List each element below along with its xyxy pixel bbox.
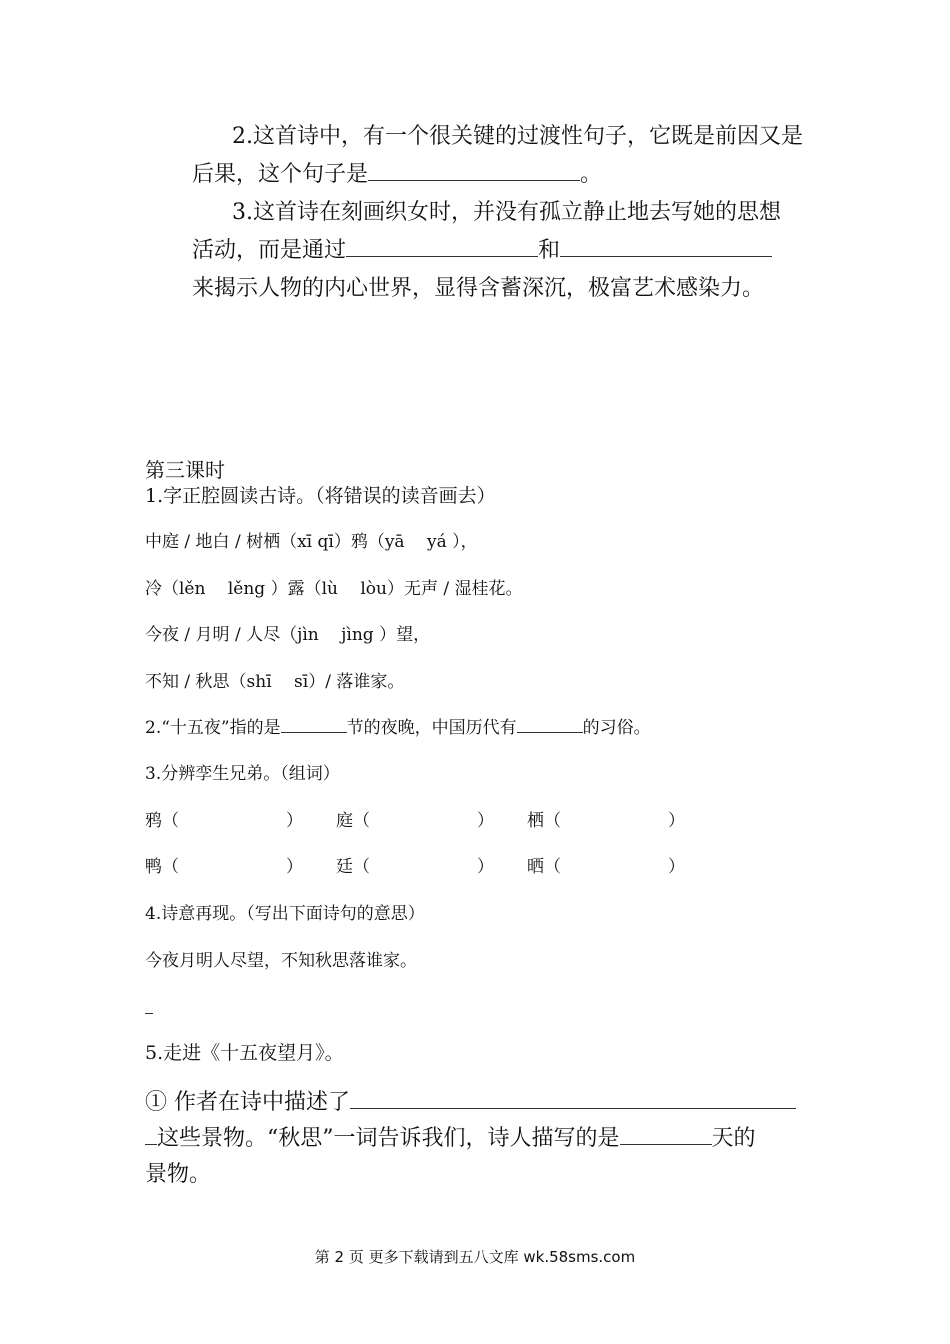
- char-cell: [336, 859, 370, 876]
- q2-line2-end: 。: [580, 162, 603, 187]
- season-blank[interactable]: [620, 1143, 712, 1145]
- q3-line2-and: 和: [538, 238, 561, 263]
- q3-answer-blank-2[interactable]: [560, 255, 772, 257]
- q3-line2: [192, 240, 772, 262]
- char: 晒: [527, 857, 544, 877]
- q3-answer-blank-1[interactable]: [346, 255, 538, 257]
- paren-open: （: [353, 857, 370, 877]
- q3-line2-text: 活动，而是通过: [192, 238, 347, 263]
- poem-line-2: 冷（lěn lěng ）露（lù lòu）无声 / 湿桂花。: [145, 579, 523, 599]
- q3-line1: 3.这首诗在刻画织女时，并没有孤立静止地去写她的思想: [232, 200, 781, 225]
- poem-line-4: 不知 / 秋思（shī sī）/ 落谁家。: [145, 672, 405, 692]
- q2-line2: [192, 164, 602, 186]
- paren-open: （: [544, 857, 561, 877]
- char: 庭: [336, 811, 353, 831]
- paren-open: （: [353, 811, 370, 831]
- char-cell: [145, 859, 179, 876]
- char: 栖: [527, 811, 544, 831]
- q4-title: 4.诗意再现。（写出下面诗句的意思）: [145, 904, 425, 924]
- paren-open: （: [162, 857, 179, 877]
- char: 鸦: [145, 811, 162, 831]
- char-cell: [527, 813, 561, 830]
- q2-festival: [145, 720, 651, 737]
- q5-1-text: ① 作者在诗中描述了: [145, 1090, 350, 1115]
- q5-title: 5.走进《十五夜望月》。: [145, 1042, 344, 1064]
- q5-1-line3: 景物。: [145, 1162, 212, 1187]
- q2-line1: 2.这首诗中，有一个很关键的过渡性句子，它既是前因又是: [232, 124, 803, 149]
- q2-festival-b: 节的夜晚，中国历代有: [346, 718, 517, 738]
- custom-blank[interactable]: [517, 731, 583, 733]
- poem-line-3: 今夜 / 月明 / 人尽（jìn jìng ）望，: [145, 625, 431, 645]
- char: 鸭: [145, 857, 162, 877]
- q5-1-text-b: 这些景物。“秋思”一词告诉我们，诗人描写的是: [157, 1126, 620, 1151]
- q2-festival-a: 2.“十五夜”指的是: [145, 718, 281, 738]
- q2-answer-blank[interactable]: [368, 179, 580, 181]
- q5-1-line2: [145, 1128, 756, 1150]
- q3-line3: 来揭示人物的内心世界，显得含蓄深沉，极富艺术感染力。: [192, 276, 765, 301]
- q2-line2-text: 后果，这个句子是: [192, 162, 369, 187]
- q5-1-text-c: 天的: [711, 1126, 756, 1151]
- paren-close: ）: [286, 811, 303, 831]
- scenery-blank-tail[interactable]: [145, 1143, 157, 1145]
- scenery-blank[interactable]: [350, 1107, 796, 1109]
- char-cell: [336, 813, 370, 830]
- festival-blank[interactable]: [281, 731, 347, 733]
- paren-open: （: [162, 811, 179, 831]
- paren-close: ）: [477, 811, 494, 831]
- q3-title: 3.分辨孪生兄弟。（组词）: [145, 764, 340, 784]
- q2-festival-c: 的习俗。: [582, 718, 651, 738]
- char-cell: [145, 813, 179, 830]
- q4-answer-blank[interactable]: [145, 1013, 153, 1014]
- section-title: 第三课时: [145, 458, 225, 482]
- paren-close: ）: [668, 857, 685, 877]
- poem-line-1: 中庭 / 地白 / 树栖（xī qī）鸦（yā yá ），: [145, 532, 478, 552]
- q5-1-line1: [145, 1092, 796, 1114]
- q1-title: 1.字正腔圆读古诗。（将错误的读音画去）: [145, 485, 496, 507]
- paren-open: （: [544, 811, 561, 831]
- paren-close: ）: [477, 857, 494, 877]
- paren-close: ）: [286, 857, 303, 877]
- char-cell: [527, 859, 561, 876]
- page-footer: 第 2 页 更多下载请到五八文库 wk.58sms.com: [314, 1248, 636, 1266]
- q4-poem-line: 今夜月明人尽望，不知秋思落谁家。: [145, 951, 417, 971]
- char: 廷: [336, 857, 353, 877]
- paren-close: ）: [668, 811, 685, 831]
